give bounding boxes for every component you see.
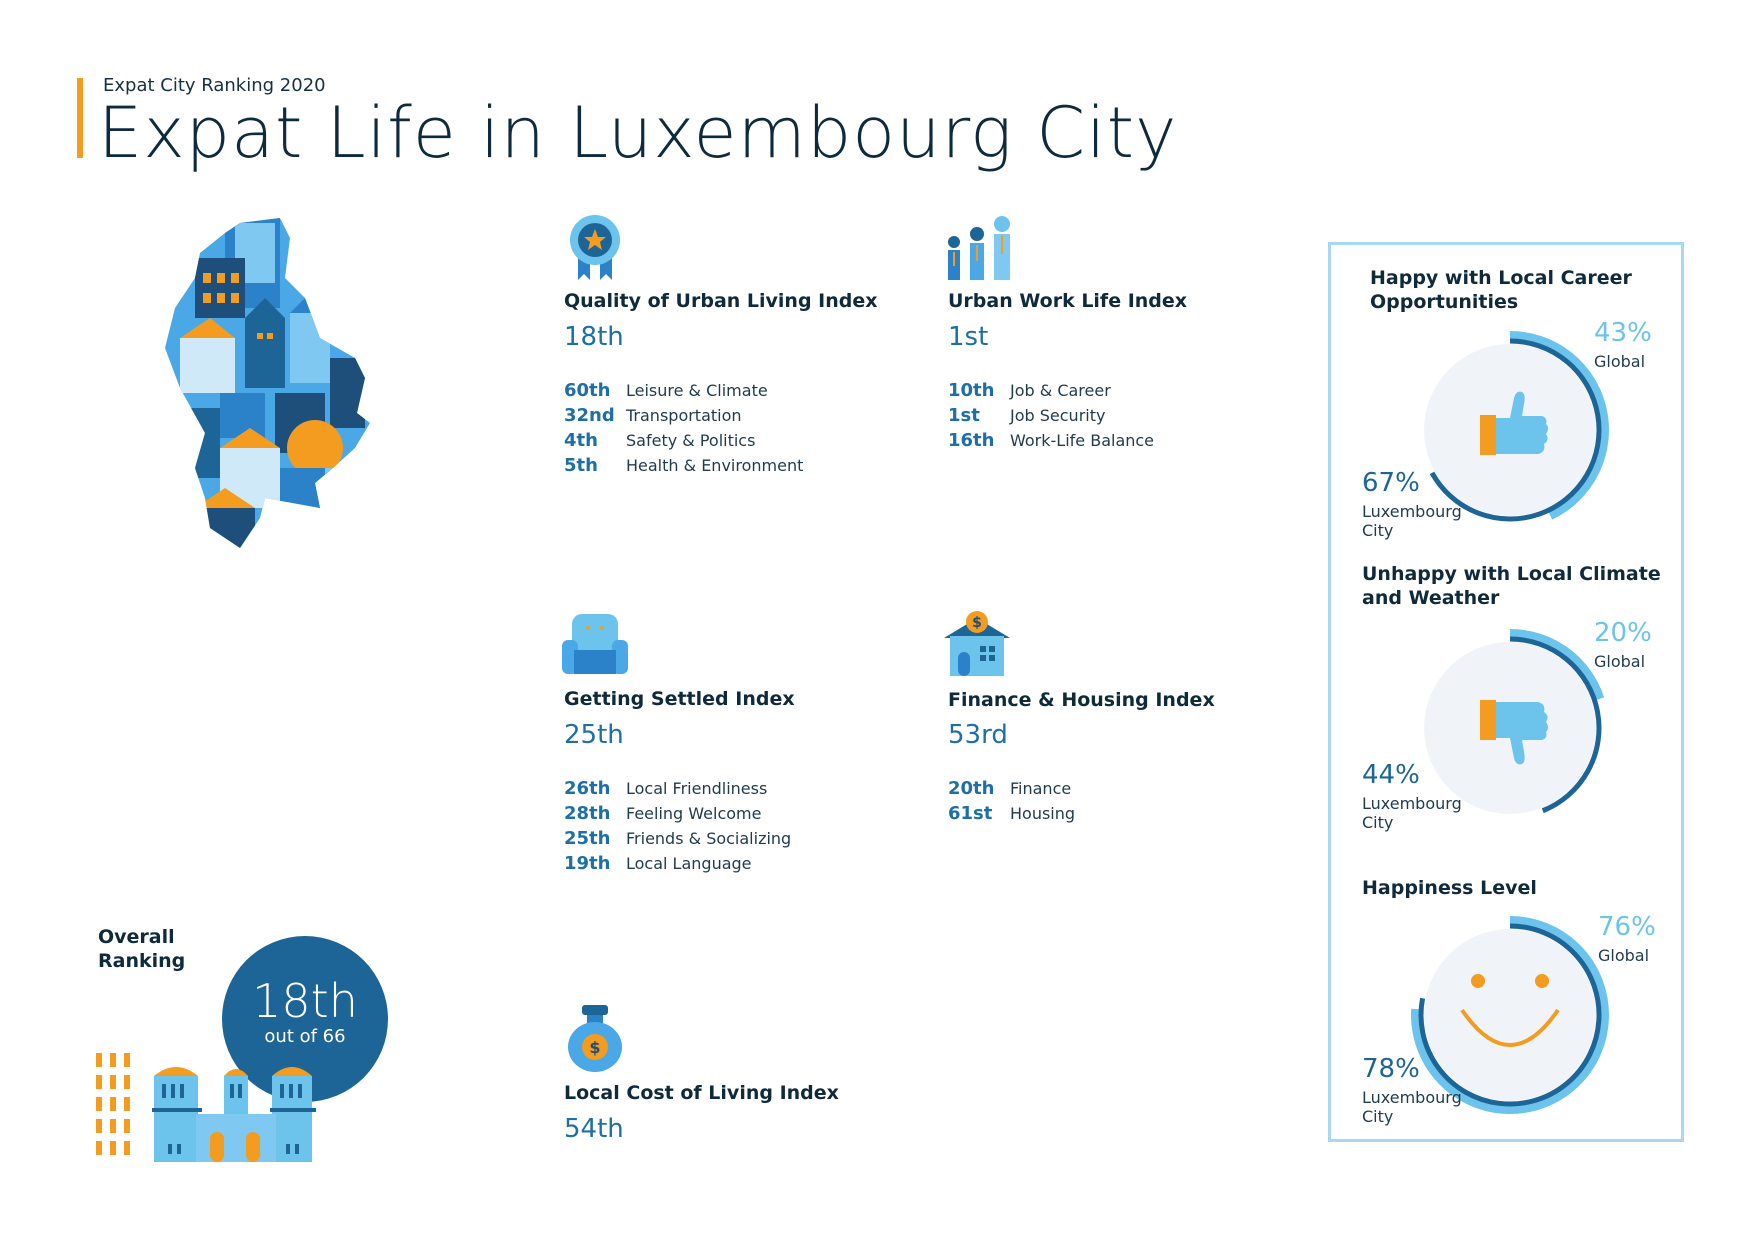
sub-rank: 10th [948, 380, 995, 401]
career-global-pct: 43% [1594, 318, 1652, 348]
list-item [564, 826, 791, 851]
work-index-title: Urban Work Life Index [948, 290, 1188, 312]
sub-label: Work-Life Balance [1010, 431, 1155, 450]
sub-label: Housing [1010, 804, 1076, 823]
settled-index-title: Getting Settled Index [564, 688, 795, 710]
sub-rank: 4th [564, 430, 598, 451]
list-item [948, 403, 1154, 428]
sub-label: Finance [1010, 779, 1072, 798]
finance-sub-list [948, 776, 1075, 826]
sub-label: Friends & Socializing [626, 829, 792, 848]
career-donut-chart [1410, 330, 1610, 530]
sub-label: Leisure & Climate [626, 381, 768, 400]
climate-stat-title: Unhappy with Local Climate and Weather [1362, 563, 1661, 609]
luxembourg-city-map-illustration [165, 218, 405, 548]
sub-label: Feeling Welcome [626, 804, 762, 823]
list-item [948, 801, 1075, 826]
happiness-global-label: Global [1598, 946, 1650, 965]
sub-rank: 19th [564, 853, 611, 874]
svg-text:$: $ [972, 615, 982, 631]
sub-rank: 1st [948, 405, 980, 426]
cost-index-title: Local Cost of Living Index [564, 1082, 839, 1104]
climate-local-label: Luxembourg City [1362, 794, 1462, 832]
money-bag-icon [560, 1003, 630, 1073]
sub-label: Local Language [626, 854, 752, 873]
finance-index-title: Finance & Housing Index [948, 689, 1215, 711]
happiness-stat-title: Happiness Level [1362, 877, 1537, 899]
list-item [564, 403, 803, 428]
list-item [948, 378, 1154, 403]
quality-index-title: Quality of Urban Living Index [564, 290, 878, 312]
list-item [564, 428, 803, 453]
overall-rank-out-of: out of 66 [264, 1026, 346, 1047]
sub-rank: 28th [564, 803, 611, 824]
page-subtitle: Expat City Ranking 2020 [103, 75, 326, 96]
house-money-icon [942, 608, 1012, 678]
list-item [948, 776, 1075, 801]
career-local-pct: 67% [1362, 468, 1420, 498]
career-local-label: Luxembourg City [1362, 502, 1462, 540]
sub-label: Job Security [1010, 406, 1106, 425]
career-stat-title: Happy with Local Career Opportunities [1370, 267, 1632, 313]
climate-local-pct: 44% [1362, 760, 1420, 790]
svg-text:$: $ [589, 1038, 601, 1057]
sub-rank: 26th [564, 778, 611, 799]
work-sub-list [948, 378, 1154, 453]
page-title: Expat Life in Luxembourg City [98, 92, 1178, 174]
business-people-icon [944, 212, 1014, 282]
sub-label: Health & Environment [626, 456, 804, 475]
climate-global-label: Global [1594, 652, 1646, 671]
sub-label: Job & Career [1010, 381, 1111, 400]
list-item [564, 801, 791, 826]
award-ribbon-icon [560, 212, 630, 282]
settled-index-rank: 25th [564, 720, 624, 750]
sub-label: Safety & Politics [626, 431, 756, 450]
sub-rank: 16th [948, 430, 995, 451]
climate-global-pct: 20% [1594, 618, 1652, 648]
settled-sub-list [564, 776, 791, 876]
quality-index-rank: 18th [564, 322, 624, 352]
sub-label: Local Friendliness [626, 779, 768, 798]
happiness-donut-chart [1410, 915, 1610, 1115]
career-global-label: Global [1594, 352, 1646, 371]
palace-building-illustration [96, 1048, 326, 1168]
list-item [948, 428, 1154, 453]
list-item [564, 378, 803, 403]
list-item [564, 453, 803, 478]
list-item [564, 776, 791, 801]
sub-rank: 60th [564, 380, 611, 401]
list-item [564, 851, 791, 876]
sub-rank: 5th [564, 455, 598, 476]
happiness-local-label: Luxembourg City [1362, 1088, 1462, 1126]
sub-label: Transportation [626, 406, 742, 425]
sub-rank: 61st [948, 803, 993, 824]
quality-sub-list [564, 378, 803, 478]
happiness-global-pct: 76% [1598, 912, 1656, 942]
finance-index-rank: 53rd [948, 720, 1008, 750]
happiness-local-pct: 78% [1362, 1054, 1420, 1084]
overall-ranking-label: Overall Ranking [98, 926, 186, 972]
cost-index-rank: 54th [564, 1114, 624, 1144]
work-index-rank: 1st [948, 322, 989, 352]
title-accent-bar [77, 78, 83, 158]
overall-rank-value: 18th [252, 974, 358, 1028]
sub-rank: 20th [948, 778, 995, 799]
armchair-icon [560, 610, 630, 680]
sub-rank: 32nd [564, 405, 615, 426]
sub-rank: 25th [564, 828, 611, 849]
